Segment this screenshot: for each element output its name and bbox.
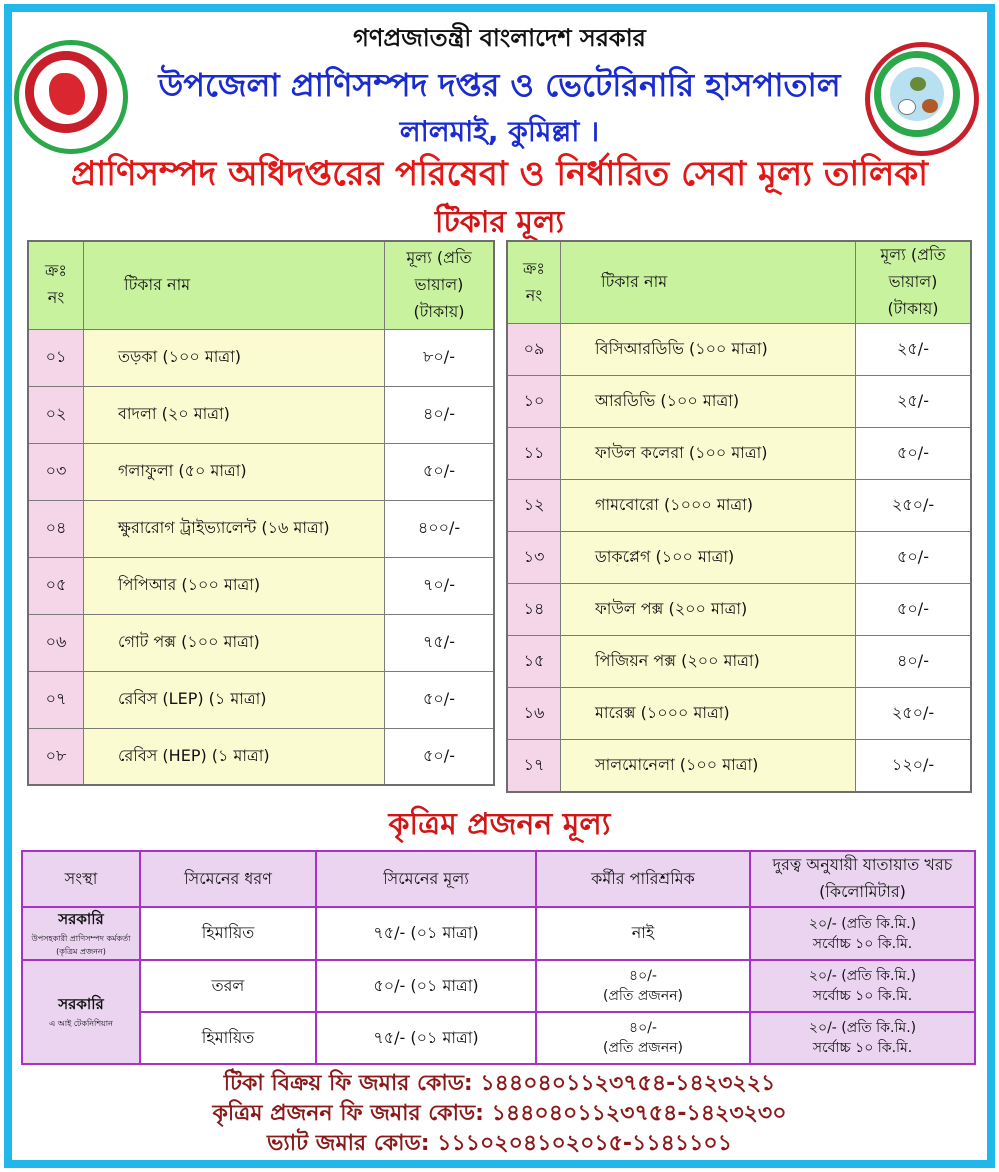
- serial-cell: ১০: [507, 376, 561, 428]
- worker-fee-cell: [536, 907, 750, 960]
- serial-cell: ০৮: [28, 728, 84, 785]
- table-row: [28, 614, 494, 671]
- vaccine-name-cell: গলাফুলা (৫০ মাত্রা): [84, 443, 385, 500]
- vaccine-name-cell: ডাকপ্লেগ (১০০ মাত্রা): [561, 532, 856, 584]
- office-title: উপজেলা প্রাণিসম্পদ দপ্তর ও ভেটেরিনারি হাসপাতাল: [158, 66, 841, 104]
- price-header-line1: মূল্য (প্রতি ভায়াল): [406, 247, 472, 294]
- vaccine-table-right: [506, 240, 972, 793]
- semen-price-cell: ৭৫/- (০১ মাত্রা): [316, 907, 536, 960]
- price-header-line2: (টাকায়): [413, 301, 465, 321]
- travel-cost-cell: [750, 1012, 975, 1064]
- vaccine-fee-code: টিকা বিক্রয় ফি জমার কোড: ১৪৪০৪০১১২৩৭৫৪-১৪২৩২২১: [223, 1071, 776, 1096]
- table-row: [28, 500, 494, 557]
- semen-type-cell: হিমায়িত: [140, 907, 316, 960]
- vat-code: ভ্যাট জমার কোড: ১১১০২০৪১০২০১৫-১১৪১১০১: [266, 1131, 733, 1156]
- table-row: [507, 584, 971, 636]
- vaccine-name-cell: বাদলা (২০ মাত্রা): [84, 386, 385, 443]
- price-cell: ৫০/-: [385, 671, 495, 728]
- travel-line1: ২০/- (প্রতি কি.মি.): [808, 915, 917, 932]
- serial-cell: ০৩: [28, 443, 84, 500]
- govt-title: গণপ্রজাতন্ত্রী বাংলাদেশ সরকার: [353, 24, 646, 52]
- price-cell: ৪০/-: [385, 386, 495, 443]
- serial-cell: ০৭: [28, 671, 84, 728]
- table-row: [28, 557, 494, 614]
- table-row: [507, 376, 971, 428]
- fee-line2: (প্রতি প্রজনন): [602, 988, 684, 1004]
- ai-header-row: [22, 851, 975, 907]
- price-header-line2: (টাকায়): [887, 299, 939, 318]
- serial-header: [28, 241, 84, 329]
- vaccine-name-cell: আরডিভি (১০০ মাত্রা): [561, 376, 856, 428]
- vaccine-name-cell: গামবোরো (১০০০ মাত্রা): [561, 480, 856, 532]
- table-row: [28, 329, 494, 386]
- table-row: [507, 532, 971, 584]
- fee-line1: নাই: [631, 923, 655, 942]
- vaccine-name-cell: রেবিস (HEP) (১ মাত্রা): [84, 728, 385, 785]
- serial-cell: ১৭: [507, 740, 561, 792]
- serial-header-line2: নং: [525, 285, 543, 305]
- org-header: সংস্থা: [22, 851, 140, 907]
- ai-row: [22, 1012, 975, 1064]
- price-cell: ২৫/-: [856, 324, 972, 376]
- serial-header-line2: নং: [47, 288, 65, 308]
- ai-price-table: [21, 850, 976, 1065]
- semen-price-cell: ৫০/- (০১ মাত্রা): [316, 960, 536, 1012]
- travel-line2: সর্বোচ্চ ১০ কি.মি.: [812, 1040, 913, 1056]
- travel-line2: সর্বোচ্চ ১০ কি.মি.: [812, 935, 913, 952]
- table-row: [507, 324, 971, 376]
- org-subtitle: এ আই টেকনিশিয়ান: [49, 1019, 113, 1028]
- fee-line1: ৪০/-: [629, 968, 657, 984]
- page-title: প্রাণিসম্পদ অধিদপ্তরের পরিষেবা ও নির্ধারিত সেবা মূল্য তালিকা: [71, 154, 928, 194]
- serial-cell: ১৫: [507, 636, 561, 688]
- name-header: টিকার নাম: [84, 241, 385, 329]
- table-row: [28, 386, 494, 443]
- travel-line1: ২০/- (প্রতি কি.মি.): [808, 968, 917, 984]
- price-cell: ৫০/-: [856, 532, 972, 584]
- table-row: [507, 480, 971, 532]
- fee-line1: ৪০/-: [629, 1020, 657, 1036]
- price-cell: ২৫০/-: [856, 688, 972, 740]
- semen-price-cell: ৭৫/- (০১ মাত্রা): [316, 1012, 536, 1064]
- table-row: [507, 428, 971, 480]
- price-cell: ৫০/-: [856, 428, 972, 480]
- price-header-line1: মূল্য (প্রতি ভায়াল): [880, 245, 946, 291]
- travel-cost-cell: [750, 907, 975, 960]
- vaccine-name-cell: ক্ষুরারোগ ট্রাইভ্যালেন্ট (১৬ মাত্রা): [84, 500, 385, 557]
- fee-line2: (প্রতি প্রজনন): [602, 1040, 684, 1056]
- ai-row: [22, 907, 975, 960]
- table-header-row: [28, 241, 494, 329]
- serial-cell: ১৩: [507, 532, 561, 584]
- price-cell: ২৫০/-: [856, 480, 972, 532]
- semen-type-cell: তরল: [140, 960, 316, 1012]
- worker-fee-header: কর্মীর পারিশ্রমিক: [536, 851, 750, 907]
- org-name: সরকারি: [58, 910, 104, 928]
- price-header: [856, 241, 972, 324]
- travel-line2: সর্বোচ্চ ১০ কি.মি.: [812, 988, 913, 1004]
- serial-cell: ১৬: [507, 688, 561, 740]
- vaccine-name-cell: পিজিয়ন পক্স (২০০ মাত্রা): [561, 636, 856, 688]
- vaccine-table-left: [27, 240, 495, 786]
- price-cell: ২৫/-: [856, 376, 972, 428]
- vaccine-name-cell: বিসিআরডিভি (১০০ মাত্রা): [561, 324, 856, 376]
- travel-cost-header: [750, 851, 975, 907]
- vaccine-name-cell: সালমোনেলা (১০০ মাত্রা): [561, 740, 856, 792]
- vaccine-heading: টিকার মূল্য: [434, 205, 565, 240]
- semen-type-cell: হিমায়িত: [140, 1012, 316, 1064]
- table-header-row: [507, 241, 971, 324]
- price-cell: ৪০/-: [856, 636, 972, 688]
- price-cell: ৭০/-: [385, 557, 495, 614]
- serial-cell: ০৬: [28, 614, 84, 671]
- price-cell: ৪০০/-: [385, 500, 495, 557]
- serial-cell: ০৪: [28, 500, 84, 557]
- serial-header: [507, 241, 561, 324]
- serial-cell: ১১: [507, 428, 561, 480]
- org-cell: [22, 960, 140, 1064]
- price-cell: ৫০/-: [385, 728, 495, 785]
- vaccine-name-cell: ফাউল পক্স (২০০ মাত্রা): [561, 584, 856, 636]
- serial-cell: ০৯: [507, 324, 561, 376]
- serial-header-line1: ক্রঃ: [45, 261, 67, 281]
- price-cell: ১২০/-: [856, 740, 972, 792]
- vaccine-name-cell: গোট পক্স (১০০ মাত্রা): [84, 614, 385, 671]
- travel-line1: ২০/- (প্রতি কি.মি.): [808, 1020, 917, 1036]
- org-name: সরকারি: [58, 995, 104, 1013]
- serial-cell: ০২: [28, 386, 84, 443]
- worker-fee-cell: [536, 960, 750, 1012]
- price-cell: ৫০/-: [856, 584, 972, 636]
- price-cell: ৭৫/-: [385, 614, 495, 671]
- org-cell: [22, 907, 140, 960]
- serial-cell: ১২: [507, 480, 561, 532]
- table-row: [28, 671, 494, 728]
- serial-header-line1: ক্রঃ: [523, 258, 545, 278]
- table-row: [507, 740, 971, 792]
- vaccine-name-cell: মারেক্স (১০০০ মাত্রা): [561, 688, 856, 740]
- ai-heading: কৃত্রিম প্রজনন মূল্য: [388, 807, 611, 842]
- semen-price-header: সিমেনের মূল্য: [316, 851, 536, 907]
- price-header: [385, 241, 495, 329]
- serial-cell: ০৫: [28, 557, 84, 614]
- vaccine-name-cell: ফাউল কলেরা (১০০ মাত্রা): [561, 428, 856, 480]
- name-header: টিকার নাম: [561, 241, 856, 324]
- price-cell: ৫০/-: [385, 443, 495, 500]
- semen-type-header: সিমেনের ধরণ: [140, 851, 316, 907]
- table-row: [28, 728, 494, 785]
- ai-fee-code: কৃত্রিম প্রজনন ফি জমার কোড: ১৪৪০৪০১১২৩৭৫৪-১৪২৩২৩০: [212, 1101, 787, 1126]
- table-row: [507, 636, 971, 688]
- travel-header-line1: দুরত্ব অনুযায়ী যাতায়াত খরচ: [772, 855, 953, 874]
- table-row: [507, 688, 971, 740]
- office-location: লালমাই, কুমিল্লা ।: [399, 115, 600, 148]
- vaccine-name-cell: পিপিআর (১০০ মাত্রা): [84, 557, 385, 614]
- vaccine-name-cell: রেবিস (LEP) (১ মাত্রা): [84, 671, 385, 728]
- serial-cell: ১৪: [507, 584, 561, 636]
- travel-header-line2: (কিলোমিটার): [819, 882, 906, 901]
- vaccine-name-cell: তড়কা (১০০ মাত্রা): [84, 329, 385, 386]
- worker-fee-cell: [536, 1012, 750, 1064]
- org-subtitle: উপসহকারী প্রাণিসম্পদ কর্মকর্তা (কৃত্রিম প্রজনন): [31, 934, 131, 956]
- travel-cost-cell: [750, 960, 975, 1012]
- price-cell: ৮০/-: [385, 329, 495, 386]
- table-row: [28, 443, 494, 500]
- ai-row: [22, 960, 975, 1012]
- serial-cell: ০১: [28, 329, 84, 386]
